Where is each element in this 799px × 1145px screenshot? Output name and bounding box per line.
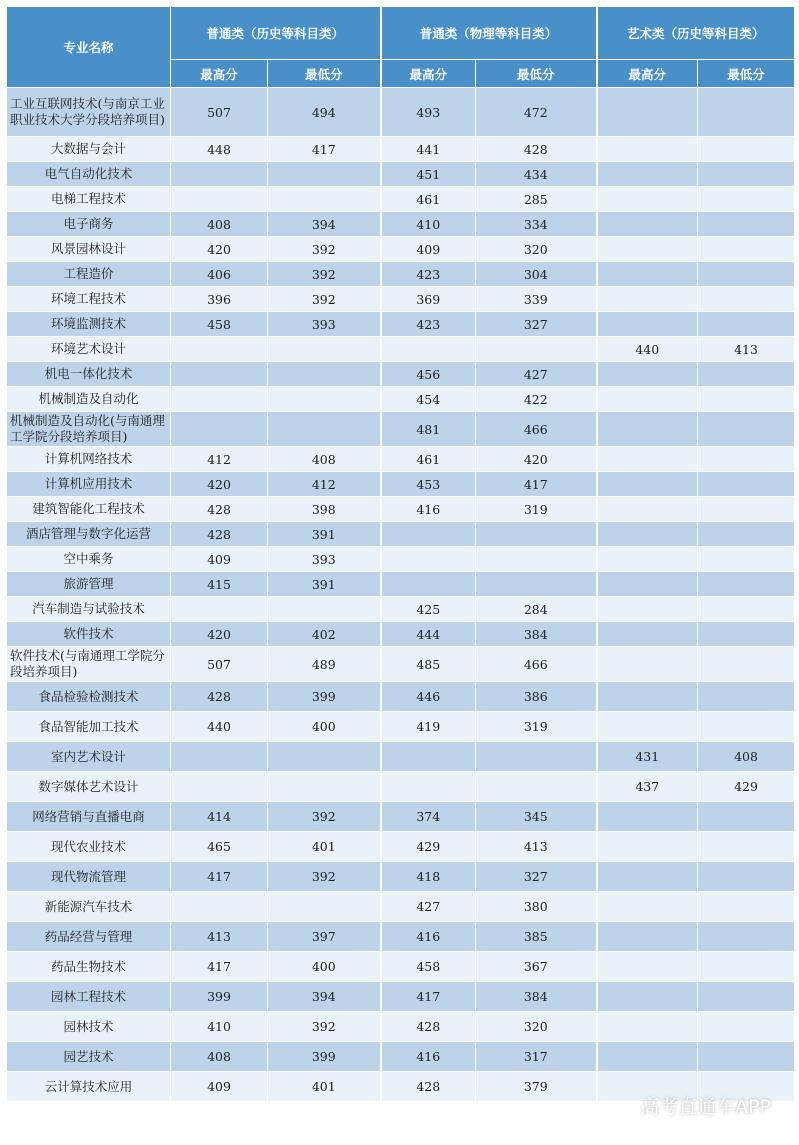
major-name-cell: 云计算技术应用 xyxy=(7,1072,171,1102)
score-cell-h-max: 420 xyxy=(171,472,268,497)
score-cell-a-min: 429 xyxy=(698,772,795,802)
table-row xyxy=(7,387,795,412)
col-header-major-name: 专业名称 xyxy=(7,7,171,88)
score-cell-a-min xyxy=(698,522,795,547)
score-cell-p-min: 339 xyxy=(476,287,597,312)
score-cell-a-max: 431 xyxy=(597,742,698,772)
col-header-history-min: 最低分 xyxy=(268,60,381,88)
score-cell-h-min: 402 xyxy=(268,622,381,647)
major-name-cell: 汽车制造与试验技术 xyxy=(7,597,171,622)
score-cell-a-max xyxy=(597,862,698,892)
table-row xyxy=(7,262,795,287)
major-name-cell: 药品生物技术 xyxy=(7,952,171,982)
score-cell-p-max: 410 xyxy=(381,212,476,237)
score-cell-h-min: 392 xyxy=(268,802,381,832)
table-row xyxy=(7,497,795,522)
score-cell-h-min: 408 xyxy=(268,447,381,472)
score-cell-p-min: 420 xyxy=(476,447,597,472)
major-name-cell: 机械制造及自动化 xyxy=(7,387,171,412)
table-row xyxy=(7,362,795,387)
score-cell-a-max xyxy=(597,412,698,447)
table-row xyxy=(7,212,795,237)
score-cell-a-max xyxy=(597,1042,698,1072)
score-cell-a-min xyxy=(698,1042,795,1072)
score-cell-a-min xyxy=(698,237,795,262)
score-cell-a-min xyxy=(698,262,795,287)
score-cell-h-min: 400 xyxy=(268,952,381,982)
table-row xyxy=(7,522,795,547)
score-cell-h-max: 396 xyxy=(171,287,268,312)
score-cell-p-max xyxy=(381,742,476,772)
score-cell-a-min xyxy=(698,88,795,137)
score-cell-h-min xyxy=(268,187,381,212)
major-name-cell: 园林技术 xyxy=(7,1012,171,1042)
score-cell-p-max: 423 xyxy=(381,312,476,337)
table-row xyxy=(7,287,795,312)
score-cell-p-max: 369 xyxy=(381,287,476,312)
score-cell-a-min xyxy=(698,1012,795,1042)
major-name-cell: 药品经营与管理 xyxy=(7,922,171,952)
score-cell-h-max: 415 xyxy=(171,572,268,597)
score-cell-h-max xyxy=(171,162,268,187)
score-cell-a-min xyxy=(698,472,795,497)
score-cell-h-min xyxy=(268,337,381,362)
score-cell-a-min: 413 xyxy=(698,337,795,362)
score-cell-h-min: 401 xyxy=(268,1072,381,1102)
score-cell-h-max xyxy=(171,187,268,212)
score-cell-p-max: 461 xyxy=(381,447,476,472)
table-row xyxy=(7,412,795,447)
score-cell-p-min xyxy=(476,742,597,772)
major-name-cell: 旅游管理 xyxy=(7,572,171,597)
score-cell-p-min: 367 xyxy=(476,952,597,982)
table-row xyxy=(7,237,795,262)
score-cell-h-min: 494 xyxy=(268,88,381,137)
major-name-cell: 园艺技术 xyxy=(7,1042,171,1072)
score-cell-h-min: 398 xyxy=(268,497,381,522)
score-cell-a-min xyxy=(698,647,795,682)
score-cell-h-max: 408 xyxy=(171,212,268,237)
major-name-cell: 环境艺术设计 xyxy=(7,337,171,362)
score-cell-p-max: 428 xyxy=(381,1012,476,1042)
table-row xyxy=(7,447,795,472)
major-name-cell: 现代物流管理 xyxy=(7,862,171,892)
major-name-cell: 计算机网络技术 xyxy=(7,447,171,472)
major-name-cell: 工业互联网技术(与南京工业职业技术大学分段培养项目) xyxy=(7,88,171,137)
score-cell-h-max: 507 xyxy=(171,88,268,137)
score-cell-h-min: 412 xyxy=(268,472,381,497)
score-cell-a-min xyxy=(698,387,795,412)
score-cell-h-max xyxy=(171,892,268,922)
table-row xyxy=(7,162,795,187)
score-cell-h-max: 413 xyxy=(171,922,268,952)
major-name-cell: 环境监测技术 xyxy=(7,312,171,337)
score-cell-p-min: 345 xyxy=(476,802,597,832)
table-row xyxy=(7,772,795,802)
score-cell-a-min xyxy=(698,832,795,862)
major-name-cell: 数字媒体艺术设计 xyxy=(7,772,171,802)
col-header-history-max: 最高分 xyxy=(171,60,268,88)
score-cell-a-max xyxy=(597,712,698,742)
score-cell-a-min xyxy=(698,547,795,572)
major-name-cell: 软件技术 xyxy=(7,622,171,647)
score-table xyxy=(6,6,795,1102)
score-cell-a-max xyxy=(597,832,698,862)
major-name-cell: 建筑智能化工程技术 xyxy=(7,497,171,522)
score-cell-a-max xyxy=(597,802,698,832)
score-cell-h-max: 417 xyxy=(171,862,268,892)
score-cell-p-min: 466 xyxy=(476,412,597,447)
table-row xyxy=(7,892,795,922)
score-cell-h-min: 392 xyxy=(268,287,381,312)
score-cell-h-max: 428 xyxy=(171,522,268,547)
score-cell-p-min xyxy=(476,547,597,572)
major-name-cell: 新能源汽车技术 xyxy=(7,892,171,922)
col-header-art-max: 最高分 xyxy=(597,60,698,88)
score-cell-a-max xyxy=(597,572,698,597)
score-cell-h-min: 394 xyxy=(268,982,381,1012)
table-row xyxy=(7,862,795,892)
score-cell-a-max xyxy=(597,287,698,312)
score-cell-p-max: 418 xyxy=(381,862,476,892)
major-name-cell: 电气自动化技术 xyxy=(7,162,171,187)
score-cell-p-max: 427 xyxy=(381,892,476,922)
score-cell-a-max xyxy=(597,472,698,497)
table-row xyxy=(7,547,795,572)
score-cell-h-max: 458 xyxy=(171,312,268,337)
score-cell-a-min xyxy=(698,162,795,187)
score-cell-h-max xyxy=(171,597,268,622)
score-cell-p-min: 385 xyxy=(476,922,597,952)
score-cell-a-min xyxy=(698,892,795,922)
score-cell-a-min xyxy=(698,412,795,447)
score-cell-h-max: 440 xyxy=(171,712,268,742)
score-cell-p-max: 454 xyxy=(381,387,476,412)
score-cell-p-min: 334 xyxy=(476,212,597,237)
score-cell-a-max xyxy=(597,137,698,162)
score-cell-h-min: 417 xyxy=(268,137,381,162)
score-cell-h-max: 410 xyxy=(171,1012,268,1042)
score-cell-a-max xyxy=(597,387,698,412)
score-cell-a-min xyxy=(698,862,795,892)
score-cell-a-min xyxy=(698,982,795,1012)
score-cell-p-max: 425 xyxy=(381,597,476,622)
score-cell-p-min: 386 xyxy=(476,682,597,712)
score-cell-a-max xyxy=(597,88,698,137)
major-name-cell: 环境工程技术 xyxy=(7,287,171,312)
major-name-cell: 工程造价 xyxy=(7,262,171,287)
score-cell-p-max xyxy=(381,772,476,802)
score-cell-h-max xyxy=(171,772,268,802)
score-cell-h-max: 408 xyxy=(171,1042,268,1072)
score-cell-a-min xyxy=(698,597,795,622)
score-cell-h-min: 392 xyxy=(268,237,381,262)
score-cell-p-min: 413 xyxy=(476,832,597,862)
table-row xyxy=(7,647,795,682)
score-cell-p-min: 380 xyxy=(476,892,597,922)
score-cell-a-min xyxy=(698,497,795,522)
score-cell-h-min: 392 xyxy=(268,862,381,892)
score-cell-a-min: 408 xyxy=(698,742,795,772)
table-row xyxy=(7,952,795,982)
score-cell-p-max: 416 xyxy=(381,1042,476,1072)
table-row xyxy=(7,982,795,1012)
score-cell-a-max xyxy=(597,362,698,387)
score-cell-h-max: 409 xyxy=(171,547,268,572)
score-cell-p-max: 417 xyxy=(381,982,476,1012)
major-name-cell: 园林工程技术 xyxy=(7,982,171,1012)
score-cell-h-max: 507 xyxy=(171,647,268,682)
major-name-cell: 酒店管理与数字化运营 xyxy=(7,522,171,547)
score-cell-a-max xyxy=(597,1012,698,1042)
score-cell-p-max: 409 xyxy=(381,237,476,262)
score-cell-h-min xyxy=(268,892,381,922)
score-cell-p-min: 320 xyxy=(476,1012,597,1042)
score-cell-p-max xyxy=(381,337,476,362)
score-cell-a-min xyxy=(698,802,795,832)
col-header-art-min: 最低分 xyxy=(698,60,795,88)
score-cell-p-min: 422 xyxy=(476,387,597,412)
major-name-cell: 机电一体化技术 xyxy=(7,362,171,387)
score-cell-h-min: 399 xyxy=(268,682,381,712)
score-cell-a-min xyxy=(698,287,795,312)
table-row xyxy=(7,88,795,137)
score-cell-p-max: 453 xyxy=(381,472,476,497)
score-cell-h-max: 417 xyxy=(171,952,268,982)
score-cell-h-min: 391 xyxy=(268,572,381,597)
score-cell-h-max: 420 xyxy=(171,622,268,647)
table-row xyxy=(7,472,795,497)
score-cell-a-max xyxy=(597,237,698,262)
score-cell-p-max: 419 xyxy=(381,712,476,742)
score-cell-p-min: 284 xyxy=(476,597,597,622)
score-cell-h-min: 399 xyxy=(268,1042,381,1072)
score-cell-p-max: 423 xyxy=(381,262,476,287)
score-cell-a-min xyxy=(698,622,795,647)
score-cell-a-max xyxy=(597,982,698,1012)
major-name-cell: 风景园林设计 xyxy=(7,237,171,262)
score-cell-p-min: 472 xyxy=(476,88,597,137)
score-cell-p-min: 417 xyxy=(476,472,597,497)
score-cell-a-max xyxy=(597,187,698,212)
group-header-art: 艺术类（历史等科目类） xyxy=(597,7,795,60)
score-cell-h-min: 393 xyxy=(268,312,381,337)
score-cell-a-max xyxy=(597,682,698,712)
table-row xyxy=(7,312,795,337)
score-cell-a-min xyxy=(698,922,795,952)
table-row xyxy=(7,337,795,362)
major-name-cell: 食品检验检测技术 xyxy=(7,682,171,712)
score-cell-h-min xyxy=(268,362,381,387)
score-cell-p-max: 481 xyxy=(381,412,476,447)
score-cell-a-min xyxy=(698,212,795,237)
group-header-physics: 普通类（物理等科目类） xyxy=(381,7,597,60)
score-cell-p-min: 285 xyxy=(476,187,597,212)
score-cell-h-max: 412 xyxy=(171,447,268,472)
score-cell-a-max xyxy=(597,522,698,547)
table-row xyxy=(7,682,795,712)
score-cell-p-max xyxy=(381,547,476,572)
score-cell-a-max xyxy=(597,447,698,472)
score-cell-p-min: 466 xyxy=(476,647,597,682)
score-cell-p-max: 485 xyxy=(381,647,476,682)
major-name-cell: 现代农业技术 xyxy=(7,832,171,862)
table-row xyxy=(7,832,795,862)
score-cell-h-min xyxy=(268,412,381,447)
score-cell-a-min xyxy=(698,187,795,212)
score-cell-p-max: 441 xyxy=(381,137,476,162)
score-cell-p-min xyxy=(476,772,597,802)
table-row xyxy=(7,137,795,162)
score-cell-p-max: 446 xyxy=(381,682,476,712)
score-cell-p-min xyxy=(476,572,597,597)
score-cell-a-min xyxy=(698,572,795,597)
table-row xyxy=(7,1042,795,1072)
score-cell-p-min: 319 xyxy=(476,712,597,742)
major-name-cell: 软件技术(与南通理工学院分段培养项目) xyxy=(7,647,171,682)
major-name-cell: 空中乘务 xyxy=(7,547,171,572)
score-cell-a-min xyxy=(698,952,795,982)
group-header-history: 普通类（历史等科目类） xyxy=(171,7,381,60)
score-cell-h-max: 406 xyxy=(171,262,268,287)
score-cell-p-min xyxy=(476,337,597,362)
major-name-cell: 电子商务 xyxy=(7,212,171,237)
score-cell-a-max xyxy=(597,622,698,647)
score-cell-p-min: 384 xyxy=(476,982,597,1012)
table-row xyxy=(7,802,795,832)
score-cell-p-max: 461 xyxy=(381,187,476,212)
score-cell-a-max xyxy=(597,212,698,237)
score-cell-a-max xyxy=(597,597,698,622)
col-header-physics-max: 最高分 xyxy=(381,60,476,88)
score-cell-h-min: 489 xyxy=(268,647,381,682)
col-header-physics-min: 最低分 xyxy=(476,60,597,88)
score-cell-p-min: 304 xyxy=(476,262,597,287)
watermark: 高考直通车APP xyxy=(640,1096,771,1118)
score-cell-p-min: 327 xyxy=(476,862,597,892)
score-cell-h-min xyxy=(268,597,381,622)
major-name-cell: 网络营销与直播电商 xyxy=(7,802,171,832)
score-cell-h-min xyxy=(268,162,381,187)
score-cell-a-max xyxy=(597,892,698,922)
score-cell-h-max xyxy=(171,337,268,362)
score-cell-a-max xyxy=(597,312,698,337)
score-cell-p-max: 444 xyxy=(381,622,476,647)
score-cell-p-max xyxy=(381,522,476,547)
score-cell-h-min: 391 xyxy=(268,522,381,547)
score-cell-h-max: 465 xyxy=(171,832,268,862)
score-cell-h-max: 448 xyxy=(171,137,268,162)
table-row xyxy=(7,597,795,622)
score-cell-p-min: 317 xyxy=(476,1042,597,1072)
score-cell-a-max xyxy=(597,647,698,682)
score-cell-p-min: 327 xyxy=(476,312,597,337)
score-cell-h-min: 394 xyxy=(268,212,381,237)
table-row xyxy=(7,742,795,772)
major-name-cell: 大数据与会计 xyxy=(7,137,171,162)
score-cell-p-max: 456 xyxy=(381,362,476,387)
score-cell-h-min xyxy=(268,772,381,802)
score-cell-p-max: 416 xyxy=(381,922,476,952)
score-cell-h-max: 428 xyxy=(171,497,268,522)
score-cell-h-min: 392 xyxy=(268,262,381,287)
score-cell-h-max xyxy=(171,387,268,412)
score-cell-h-min xyxy=(268,387,381,412)
score-cell-p-max xyxy=(381,572,476,597)
score-cell-a-max xyxy=(597,162,698,187)
score-cell-h-max xyxy=(171,412,268,447)
score-cell-h-min: 392 xyxy=(268,1012,381,1042)
score-cell-p-min: 379 xyxy=(476,1072,597,1102)
score-cell-p-max: 416 xyxy=(381,497,476,522)
score-cell-p-max: 458 xyxy=(381,952,476,982)
score-cell-p-max: 374 xyxy=(381,802,476,832)
score-cell-a-min xyxy=(698,137,795,162)
score-cell-a-min xyxy=(698,362,795,387)
score-cell-a-min xyxy=(698,712,795,742)
score-cell-h-min: 401 xyxy=(268,832,381,862)
score-cell-p-max: 428 xyxy=(381,1072,476,1102)
score-cell-h-max: 399 xyxy=(171,982,268,1012)
score-cell-a-min xyxy=(698,447,795,472)
score-cell-h-max: 414 xyxy=(171,802,268,832)
score-cell-a-max xyxy=(597,952,698,982)
score-cell-p-max: 451 xyxy=(381,162,476,187)
score-cell-p-min: 319 xyxy=(476,497,597,522)
table-row xyxy=(7,622,795,647)
score-cell-p-min xyxy=(476,522,597,547)
table-row xyxy=(7,187,795,212)
score-cell-h-max xyxy=(171,362,268,387)
score-cell-h-max: 428 xyxy=(171,682,268,712)
score-cell-a-max: 440 xyxy=(597,337,698,362)
score-cell-h-max: 420 xyxy=(171,237,268,262)
score-cell-a-max: 437 xyxy=(597,772,698,802)
score-cell-p-min: 427 xyxy=(476,362,597,387)
score-cell-h-max xyxy=(171,742,268,772)
table-row xyxy=(7,712,795,742)
score-cell-h-max: 409 xyxy=(171,1072,268,1102)
score-cell-p-min: 428 xyxy=(476,137,597,162)
table-row xyxy=(7,572,795,597)
score-cell-a-max xyxy=(597,497,698,522)
score-cell-p-max: 493 xyxy=(381,88,476,137)
table-row xyxy=(7,922,795,952)
major-name-cell: 室内艺术设计 xyxy=(7,742,171,772)
score-cell-p-max: 429 xyxy=(381,832,476,862)
score-cell-p-min: 384 xyxy=(476,622,597,647)
major-name-cell: 电梯工程技术 xyxy=(7,187,171,212)
score-cell-a-min xyxy=(698,312,795,337)
score-cell-p-min: 434 xyxy=(476,162,597,187)
score-cell-a-max xyxy=(597,922,698,952)
score-cell-p-min: 320 xyxy=(476,237,597,262)
table-row xyxy=(7,1012,795,1042)
score-cell-h-min: 400 xyxy=(268,712,381,742)
major-name-cell: 计算机应用技术 xyxy=(7,472,171,497)
score-cell-a-max xyxy=(597,262,698,287)
score-cell-h-min xyxy=(268,742,381,772)
score-cell-a-max xyxy=(597,547,698,572)
score-cell-h-min: 397 xyxy=(268,922,381,952)
major-name-cell: 机械制造及自动化(与南通理工学院分段培养项目) xyxy=(7,412,171,447)
score-cell-h-min: 393 xyxy=(268,547,381,572)
major-name-cell: 食品智能加工技术 xyxy=(7,712,171,742)
score-cell-a-min xyxy=(698,682,795,712)
